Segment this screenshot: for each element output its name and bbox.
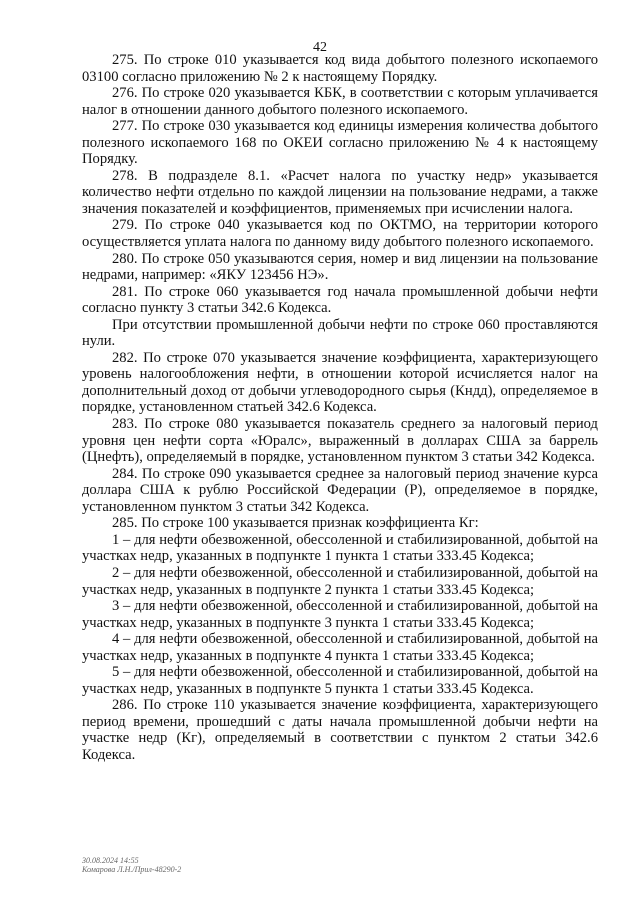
paragraph-277: 277. По строке 030 указывается код единицы измерения количества добытого полезного ископаемого 168 по ОКЕИ согласно приложению № 4 к настоящему Порядку. — [82, 118, 598, 168]
document-body — [82, 52, 598, 764]
paragraph-286: 286. По строке 110 указывается значение коэффициента, характеризующего период времени, прошедший с даты начала промышленной добычи нефти на участке недр (Кг), определяемый в соответствии с пунктом 2 статьи 342.6 Кодекса. — [82, 697, 598, 763]
paragraph-279: 279. По строке 040 указывается код по ОКТМО, на территории которого осуществляется уплата налога по данному виду добытого полезного ископаемого. — [82, 217, 598, 251]
paragraph-284: 284. По строке 090 указывается среднее за налоговый период значение курса доллара США к рублю Российской Федерации (Р), определяемое в порядке, установленном пунктом 3 статьи 342 Кодекса. — [82, 465, 598, 515]
paragraph-281: 281. По строке 060 указывается год начала промышленной добычи нефти согласно пункту 3 статьи 342.6 Кодекса. — [82, 283, 598, 317]
list-item-2: 2 – для нефти обезвоженной, обессоленной и стабилизированной, добытой на участках недр, указанных в подпункте 2 пункта 1 статьи 333.45 Кодекса; — [82, 564, 598, 598]
paragraph-283: 283. По строке 080 указывается показатель среднего за налоговый период уровня цен нефти сорта «Юралс», выраженный в долларах США за баррель (Цнефть), определяемый в порядке, установленном пунктом 3 статьи 342 Кодекса. — [82, 416, 598, 466]
list-item-4: 4 – для нефти обезвоженной, обессоленной и стабилизированной, добытой на участках недр, указанных в подпункте 4 пункта 1 статьи 333.45 Кодекса; — [82, 631, 598, 664]
paragraph-280: 280. По строке 050 указываются серия, номер и вид лицензии на пользование недрами, например: «ЯКУ 123456 НЭ». — [82, 250, 598, 284]
paragraph-276: 276. По строке 020 указывается КБК, в соответствии с которым уплачивается налог в отношении данного добытого полезного ископаемого. — [82, 85, 598, 118]
list-item-5: 5 – для нефти обезвоженной, обессоленной и стабилизированной, добытой на участках недр, указанных в подпункте 5 пункта 1 статьи 333.45 Кодекса. — [82, 664, 598, 697]
paragraph-278: 278. В подразделе 8.1. «Расчет налога по участку недр» указывается количество нефти отдельно по каждой лицензии на пользование недрами, а также значения показателей и коэффициентов, применяемых при исчислении налога. — [82, 167, 598, 217]
list-item-1: 1 – для нефти обезвоженной, обессоленной и стабилизированной, добытой на участках недр, указанных в подпункте 1 пункта 1 статьи 333.45 Кодекса; — [82, 531, 598, 565]
page-number: 42 — [313, 40, 327, 55]
paragraph-282: 282. По строке 070 указывается значение коэффициента, характеризующего уровень налогообложения нефти, в отношении которой исчисляется налог на дополнительный доход от добычи углеводородного сырья (Кндд), определяемое в порядке, установленном статьей 342.6 Кодекса. — [82, 349, 598, 416]
paragraph-285: 285. По строке 100 указывается признак коэффициента Кг: — [112, 515, 479, 532]
paragraph-281-note: При отсутствии промышленной добычи нефти по строке 060 проставляются нули. — [82, 316, 598, 350]
footer-stamp — [82, 856, 181, 874]
paragraph-275: 275. По строке 010 указывается код вида добытого полезного ископаемого 03100 согласно приложению № 2 к настоящему Порядку. — [82, 52, 598, 85]
footer-document-id: Комарова Л.Н./Прил-48290-2 — [82, 865, 182, 874]
footer-timestamp: 30.08.2024 14:55 — [82, 856, 139, 865]
list-item-3: 3 – для нефти обезвоженной, обессоленной и стабилизированной, добытой на участках недр, указанных в подпункте 3 пункта 1 статьи 333.45 Кодекса; — [82, 598, 598, 631]
